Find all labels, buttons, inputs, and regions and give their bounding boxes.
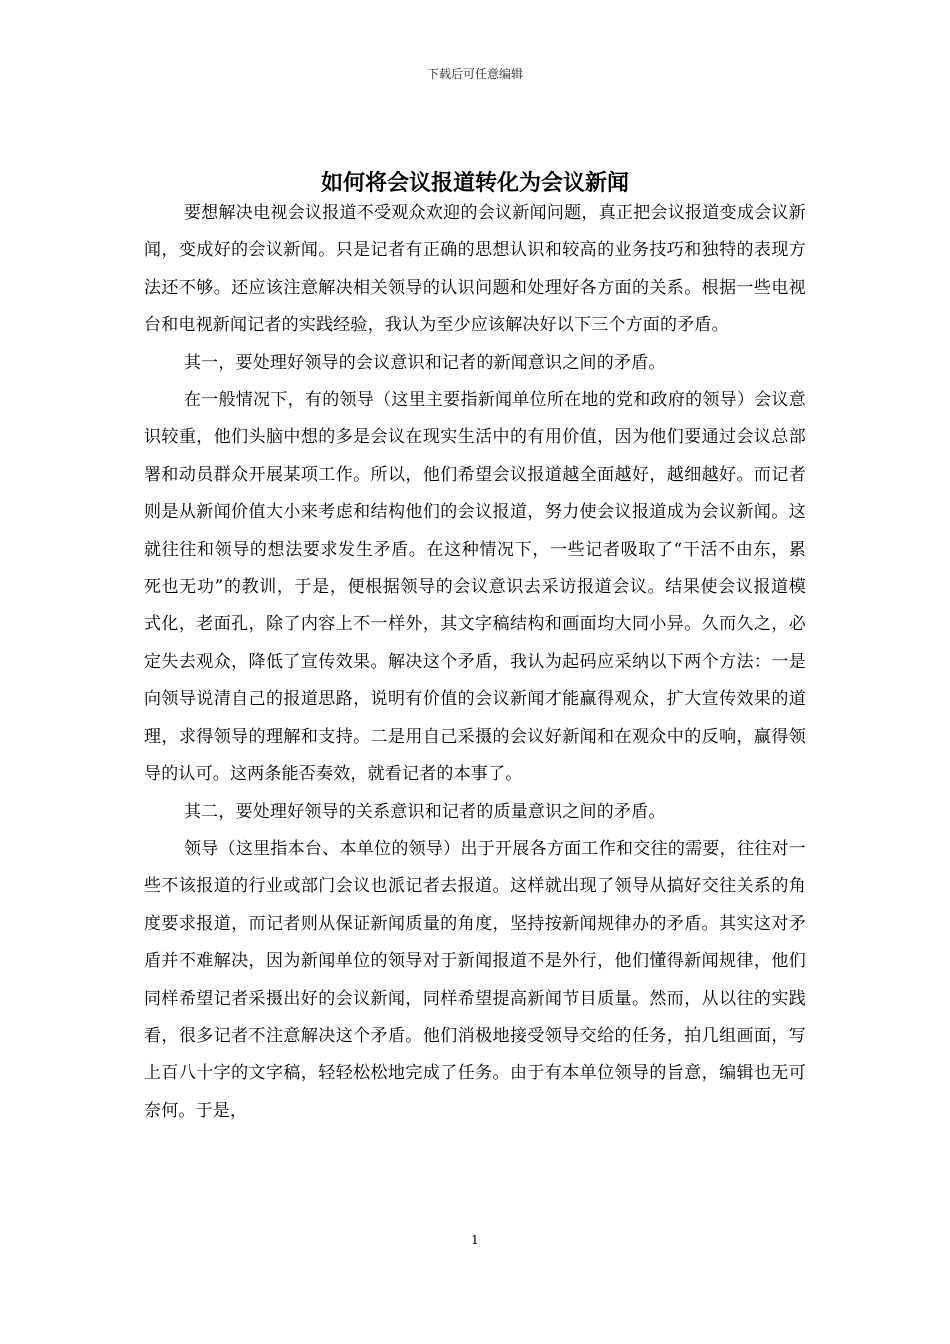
paragraph-section-two-body: 领导（这里指本台、本单位的领导）出于开展各方面工作和交往的需要，往往对一些不该报道的行业或部门会议也派记者去报道。这样就出现了领导从搞好交往关系的角度要求报道，而记者则从保证新闻质量的角度，坚持按新闻规律办的矛盾。其实这对矛盾并不难解决，因为新闻单位的领导对于新闻报道不是外行，他们懂得新闻规律，他们同样希望记者采摄出好的会议新闻，同样希望提高新闻节目质量。然而，从以往的实践看，很多记者不注意解决这个矛盾。他们消极地接受领导交给的任务，拍几组画面，写上百八十字的文字稿，轻轻松松地完成了任务。由于有本单位领导的旨意，编辑也无可奈何。于是，	[144, 838, 806, 1121]
paragraph-intro: 要想解决电视会议报道不受观众欢迎的会议新闻问题，真正把会议报道变成会议新闻，变成好的会议新闻。只是记者有正确的思想认识和较高的业务技巧和独特的表现方法还不够。还应该注意解决相关领导的认识问题和处理好各方面的关系。根据一些电视台和电视新闻记者的实践经验，我认为至少应该解决好以下三个方面的矛盾。	[144, 203, 806, 336]
paragraph-section-two-heading: 其二，要处理好领导的关系意识和记者的质量意识之间的矛盾。	[183, 801, 666, 822]
document-body	[144, 195, 806, 1130]
document-title: 如何将会议报道转化为会议新闻	[320, 170, 629, 196]
paragraph-section-one-heading: 其一，要处理好领导的会议意识和记者的新闻意识之间的矛盾。	[183, 352, 666, 373]
page-number: 1	[471, 1233, 479, 1247]
header-note: 下载后可任意编辑	[426, 67, 523, 81]
paragraph-section-one-body: 在一般情况下，有的领导（这里主要指新闻单位所在地的党和政府的领导）会议意识较重，他们头脑中想的多是会议在现实生活中的有用价值，因为他们要通过会议总部署和动员群众开展某项工作。所以，他们希望会议报道越全面越好，越细越好。而记者则是从新闻价值大小来考虑和结构他们的会议报道，努力使会议报道成为会议新闻。这就往往和领导的想法要求发生矛盾。在这种情况下，一些记者吸取了“干活不由东，累死也无功”的教训，于是，便根据领导的会议意识去采访报道会议。结果使会议报道模式化，老面孔，除了内容上不一样外，其文字稿结构和画面均大同小异。久而久之，必定失去观众，降低了宣传效果。解决这个矛盾，我认为起码应采纳以下两个方法：一是向领导说清自己的报道思路，说明有价值的会议新闻才能赢得观众，扩大宣传效果的道理，求得领导的理解和支持。二是用自己采摄的会议好新闻和在观众中的反响，赢得领导的认可。这两条能否奏效，就看记者的本事了。	[144, 390, 806, 785]
